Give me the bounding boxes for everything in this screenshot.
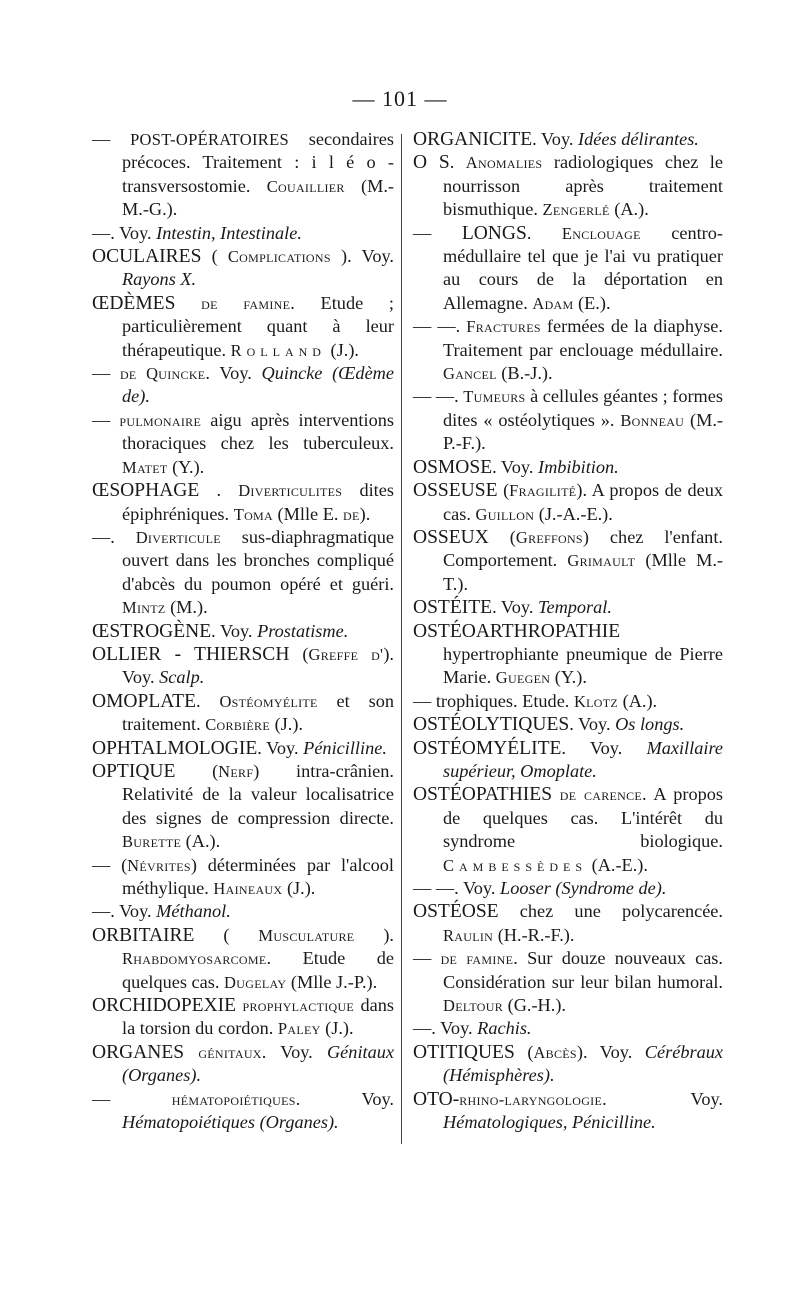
index-entry xyxy=(92,409,394,479)
column-divider xyxy=(401,134,402,1144)
entry-heading: ORBITAIRE xyxy=(92,924,195,946)
entry-text: rhino-laryngologie xyxy=(459,1089,603,1109)
entry-text: . Voy. xyxy=(532,129,579,149)
entry-heading: OCULAIRES xyxy=(92,246,202,268)
index-entry xyxy=(92,620,394,643)
entry-text: (A.). xyxy=(609,199,649,220)
entry-text: . A propos de quelques cas. L'intérêt du syndrome biologique. xyxy=(443,784,723,852)
entry-text: hypertrophiante pneumique de Pierre Marie. xyxy=(443,643,723,688)
entry-text: — xyxy=(92,1088,172,1109)
entry-text: — —. Voy. xyxy=(413,878,501,898)
entry-text: Nerf xyxy=(218,761,254,781)
entry-text: Fragilité xyxy=(509,481,577,501)
entry-text: Diverticulites xyxy=(238,481,343,501)
entry-text: Deltour xyxy=(443,996,504,1016)
index-entry xyxy=(413,877,723,900)
entry-text: radiologiques chez le nourrisson après traitement bismuthique. xyxy=(443,152,723,220)
entry-text: Dugelay xyxy=(224,972,287,992)
index-entry xyxy=(92,900,394,923)
entry-text: ( xyxy=(194,924,259,945)
index-entry xyxy=(413,1041,723,1088)
entry-text: POST-OPÉRATOIRES xyxy=(130,130,289,149)
entry-text: Névrites xyxy=(127,855,191,875)
entry-text: — xyxy=(413,948,441,969)
entry-text: de carence xyxy=(559,785,643,805)
entry-text: (H.-R.-F.). xyxy=(493,924,575,945)
entry-text: dans la torsion du cordon. xyxy=(122,995,394,1039)
entry-text: . xyxy=(196,690,220,711)
entry-text: Rayons X. xyxy=(122,269,197,290)
entry-heading: LONGS xyxy=(461,222,527,244)
index-entry xyxy=(413,315,723,385)
index-entry xyxy=(413,385,723,455)
entry-heading: OPTIQUE xyxy=(92,760,176,782)
entry-heading: OSTÉOMYÉLITE xyxy=(413,737,562,759)
entry-heading: OSSEUX xyxy=(413,526,489,548)
entry-text: Raulin xyxy=(443,925,494,945)
entry-text: Toma xyxy=(233,504,273,524)
entry-text: sus-diaphragmatique ouvert dans les bronches compliqué d'abcès du poumon opéré et guéri. xyxy=(122,526,395,594)
index-entry xyxy=(92,362,394,409)
entry-text: (A.). xyxy=(181,831,221,852)
entry-text: (Y.). xyxy=(550,667,587,688)
entry-text: —. Voy. xyxy=(92,901,157,922)
entry-text: Scalp. xyxy=(159,667,205,688)
entry-text: chez une polycarencée. xyxy=(498,901,723,922)
entry-heading: O S xyxy=(413,152,450,174)
entry-text: (Mlle E. xyxy=(272,503,344,524)
left-column xyxy=(92,128,394,1134)
entry-text: fermées de la diaphyse. Traitement par enclouage médullaire. xyxy=(443,316,723,360)
entry-text: Intestin, Intestinale. xyxy=(156,222,302,243)
entry-text: ( xyxy=(514,1041,534,1062)
entry-heading: OSSEUSE xyxy=(413,480,498,502)
entry-text: Guegen xyxy=(495,668,551,688)
entry-text: . xyxy=(449,152,466,173)
entry-text xyxy=(175,293,201,313)
entry-text: . Voy. xyxy=(492,456,538,477)
entry-text: et son traitement. xyxy=(122,690,394,735)
index-entry xyxy=(92,760,394,854)
entry-text: (J.). xyxy=(325,339,359,360)
entry-text: de xyxy=(343,504,360,524)
index-entry xyxy=(413,690,723,713)
entry-text: génitaux xyxy=(198,1042,262,1062)
entry-text: . Voy. xyxy=(211,620,258,641)
index-entry xyxy=(92,479,394,526)
index-entry xyxy=(413,222,723,316)
entry-text: Musculature xyxy=(258,925,355,945)
index-entry xyxy=(413,620,723,690)
entry-heading: OSTÉOARTHROPATHIE xyxy=(413,620,621,642)
entry-heading: OSTÉITE xyxy=(413,597,493,619)
entry-heading: ŒSOPHAGE xyxy=(92,480,200,502)
entry-text: Bonneau xyxy=(620,410,685,430)
entry-text: Anomalies xyxy=(465,153,543,173)
entry-text: Enclouage xyxy=(561,223,641,243)
entry-text: . xyxy=(526,222,562,243)
index-entry xyxy=(92,643,394,690)
entry-heading: OSTÉOSE xyxy=(413,901,499,923)
entry-text: centro-médullaire tel que je l'ai vu pratiquer au cours de la déportation en Allemagne. xyxy=(443,222,723,313)
entry-text: Quincke (Œdème de). xyxy=(122,363,395,407)
entry-text: (J.). xyxy=(270,714,304,735)
entry-text: ). xyxy=(359,503,371,524)
entry-text: aigu après interventions thoraciques chez les tuberculeux. xyxy=(122,409,394,454)
entry-text: ). Voy. xyxy=(576,1041,645,1062)
entry-heading: ŒSTROGÈNE xyxy=(92,620,212,642)
entry-text: Maxillaire supérieur, Omoplate. xyxy=(443,737,723,781)
entry-heading: OTITIQUES xyxy=(413,1041,515,1063)
entry-text: (A.-E.). xyxy=(587,854,648,875)
entry-text: ( xyxy=(497,480,510,501)
entry-text: (M.-P.-F.). xyxy=(443,409,723,454)
entry-text: de famine xyxy=(440,949,514,969)
index-entry xyxy=(92,222,394,245)
entry-text: (Mlle M.-T.). xyxy=(443,550,724,594)
entry-text: . xyxy=(199,480,239,501)
entry-text: Matet xyxy=(122,457,168,477)
entry-text: secondaires précoces. Traitement : i l é o - transversostomie. xyxy=(122,129,394,196)
entry-text: hématopoiétiques xyxy=(171,1089,296,1109)
entry-text: ( xyxy=(175,760,219,781)
entry-text: Hématopoiétiques (Organes). xyxy=(122,1112,339,1133)
entry-text: — —. xyxy=(413,316,467,337)
index-entry xyxy=(92,1088,394,1135)
entry-text: — xyxy=(92,363,120,384)
entry-text: ) intra-crânien. Relativité de la valeur localisatrice des signes de compression directe. xyxy=(122,760,394,828)
entry-text: (J.-A.-E.). xyxy=(534,503,613,524)
entry-text: (E.). xyxy=(573,292,611,313)
entry-heading: ORCHIDOPEXIE xyxy=(92,995,237,1017)
entry-text: — ( xyxy=(92,854,128,875)
entry-text: — xyxy=(92,409,120,430)
entry-text: (B.-J.). xyxy=(496,363,553,384)
entry-text: Idées délirantes. xyxy=(578,129,699,149)
entry-text: de Quincke xyxy=(119,364,206,384)
entry-heading: OMOPLATE xyxy=(92,690,197,712)
entry-heading: ŒDÈMES xyxy=(92,292,176,314)
entry-text: Hématologiques, Pénicilline. xyxy=(443,1112,656,1133)
entry-text: Rhabdomyosarcome xyxy=(122,949,267,969)
entry-text: ). Voy. xyxy=(330,246,394,267)
entry-heading: OLLIER - THIERSCH xyxy=(92,643,290,665)
entry-text: Rolland xyxy=(230,340,326,360)
entry-text: . Voy. xyxy=(261,1041,327,1062)
entry-text: ( xyxy=(488,526,516,547)
index-entry xyxy=(92,1041,394,1088)
entry-text: Grimault xyxy=(567,551,636,571)
entry-heading: OSTÉOPATHIES xyxy=(413,784,553,806)
entry-text: Tumeurs xyxy=(463,387,526,407)
entry-text: ( xyxy=(289,643,309,664)
entry-text: ). A propos de deux cas. xyxy=(443,480,723,524)
entry-text: (J.). xyxy=(282,878,316,898)
entry-text: — trophiques. Etude. xyxy=(413,690,574,711)
entry-text: (M.). xyxy=(165,597,208,618)
index-entry xyxy=(413,128,723,151)
index-entry xyxy=(413,596,723,619)
entry-text: (G.-H.). xyxy=(503,995,566,1016)
entry-text: ( xyxy=(201,246,228,267)
entry-text: . Etude ; particulièrement quant à leur thérapeutique. xyxy=(122,292,395,360)
entry-text: . Voy. xyxy=(561,737,647,758)
index-entry xyxy=(413,456,723,479)
index-entry xyxy=(92,924,394,994)
index-entry xyxy=(413,900,723,947)
index-entry xyxy=(413,737,723,784)
entry-text: Couaillier xyxy=(266,176,345,196)
entry-heading: ORGANICITE xyxy=(413,129,533,150)
entry-text: — xyxy=(413,222,462,243)
entry-heading: OSMOSE xyxy=(413,456,493,478)
entry-text: Fractures xyxy=(466,317,541,337)
index-entry xyxy=(413,526,723,596)
entry-text: Burette xyxy=(122,832,182,852)
entry-heading: OPHTALMOLOGIE xyxy=(92,737,258,759)
entry-text: Zengerlé xyxy=(542,200,610,220)
entry-text: . Voy. xyxy=(257,737,304,758)
entry-text: Corbière xyxy=(205,715,270,735)
entry-text: dites épiphréniques. xyxy=(122,480,394,524)
entry-text: —. Voy. xyxy=(413,1018,478,1039)
entry-text: Ostéomyélite xyxy=(219,691,318,711)
entry-text: Complications xyxy=(227,247,331,267)
entry-text: ). xyxy=(354,924,394,945)
index-entry xyxy=(92,690,394,737)
index-entry xyxy=(92,245,394,292)
entry-heading: OSTÉOLYTIQUES xyxy=(413,714,570,736)
index-entry xyxy=(413,713,723,736)
entry-text: . Voy. xyxy=(205,363,262,384)
entry-text: ) déterminées par l'alcool méthylique. xyxy=(122,854,394,898)
entry-text: (M.-M.-G.). xyxy=(122,175,394,220)
entry-text: Paley xyxy=(277,1019,321,1039)
entry-text: . Voy. xyxy=(295,1088,394,1109)
entry-text: Diverticule xyxy=(135,527,221,547)
entry-text: . Voy. xyxy=(569,714,616,735)
entry-text: . Voy. xyxy=(492,597,538,618)
entry-text: — —. xyxy=(413,386,464,407)
entry-text: ). Voy. xyxy=(122,643,394,688)
entry-text: Imbibition. xyxy=(538,456,619,477)
entry-text: Guillon xyxy=(475,504,535,524)
entry-text: Prostatisme. xyxy=(257,620,349,641)
entry-text: Gancel xyxy=(443,364,497,384)
entry-text: de famine xyxy=(201,293,291,313)
entry-text: Klotz xyxy=(573,691,619,711)
entry-text: Rachis. xyxy=(477,1018,532,1039)
index-entry xyxy=(413,1088,723,1135)
entry-text: Cérébraux (Hémisphères). xyxy=(443,1041,723,1086)
index-entry xyxy=(92,994,394,1041)
index-entry xyxy=(92,854,394,901)
index-entry xyxy=(92,737,394,760)
entry-text: —. Voy. xyxy=(92,222,157,243)
entry-heading: ORGANES xyxy=(92,1041,185,1063)
entry-text: Looser (Syndrome de). xyxy=(500,878,667,898)
entry-text: Greffons xyxy=(515,527,583,547)
right-column xyxy=(413,128,723,1134)
index-entry xyxy=(92,526,394,620)
entry-text: (A.). xyxy=(618,690,658,711)
entry-text xyxy=(552,784,560,804)
index-entry xyxy=(413,1017,723,1040)
index-entry xyxy=(92,292,394,362)
entry-text: Génitaux (Organes). xyxy=(122,1041,394,1086)
entry-text: Abcès xyxy=(533,1042,577,1062)
entry-text: (J.). xyxy=(320,1018,354,1039)
entry-text: Adam xyxy=(532,293,574,313)
entry-text: prophylactique xyxy=(242,996,355,1016)
page-number: — 101 — xyxy=(352,86,448,111)
entry-text: Mintz xyxy=(122,598,166,618)
index-entry xyxy=(413,151,723,221)
entry-text: Haineaux xyxy=(213,879,283,898)
entry-text: à cellules géantes ; formes dites « ostéolytiques ». xyxy=(443,386,723,430)
entry-text: Cambessèdes xyxy=(443,855,588,875)
entry-text: . Etude de quelques cas. xyxy=(122,948,394,992)
entry-text: Méthanol. xyxy=(156,901,231,922)
entry-text: Os longs. xyxy=(615,714,685,735)
entry-text: — xyxy=(92,129,131,149)
index-entry xyxy=(413,479,723,526)
entry-text: Temporal. xyxy=(537,597,612,618)
entry-heading: OTO- xyxy=(413,1088,460,1110)
entry-text xyxy=(184,1042,198,1062)
entry-text: Pénicilline. xyxy=(303,737,387,758)
entry-text: (Mlle J.-P.). xyxy=(286,971,378,992)
entry-text: . Voy. xyxy=(602,1088,723,1109)
entry-text: (Y.). xyxy=(167,456,205,477)
index-entry xyxy=(413,947,723,1017)
entry-text: Greffe d' xyxy=(308,644,384,664)
entry-text: pulmonaire xyxy=(119,410,202,430)
entry-text: —. xyxy=(92,526,136,547)
index-entry xyxy=(92,128,394,222)
index-entry xyxy=(413,783,723,877)
entry-text: . Sur douze nouveaux cas. Considération sur leur bilan humoral. xyxy=(443,948,723,992)
entry-text: ) chez l'enfant. Comportement. xyxy=(443,526,723,571)
